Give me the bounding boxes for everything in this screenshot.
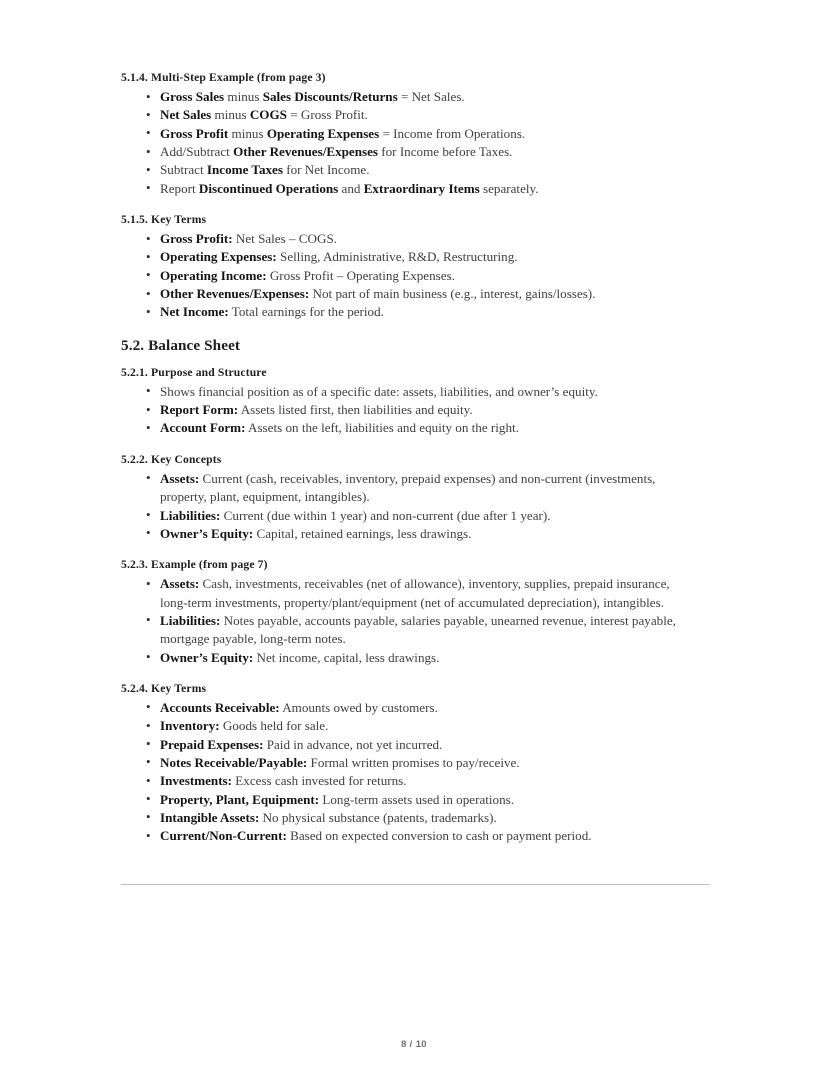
list-item-term: Gross Profit: (160, 231, 233, 247)
list-item-text: Current (cash, receivables, inventory, prepaid expenses) and non-current (investments, property, plant, equipment, intangibles). (160, 470, 656, 505)
list-item (121, 106, 690, 124)
list-item-term: Owner’s Equity: (160, 649, 254, 665)
list-item-text: = Gross Profit. (286, 107, 368, 123)
list-item-text: Formal written promises to pay/receive. (307, 754, 520, 770)
list-item-text: for Net Income. (282, 162, 370, 178)
section-heading: 5.2. Balance Sheet (121, 336, 241, 354)
list-item-term: Operating Expenses (266, 125, 380, 141)
document-body (121, 70, 690, 846)
list-item-term: Other Revenues/Expenses: (160, 286, 310, 302)
list-item (121, 772, 690, 790)
list-item-term: Operating Income: (160, 267, 267, 283)
list-item-term: Other Revenues/Expenses (233, 144, 378, 160)
list-item-text: Report (160, 180, 199, 196)
list-item-term: Property, Plant, Equipment: (160, 791, 320, 807)
list-item-term: Liabilities: (160, 507, 221, 523)
list-item-text: minus (224, 89, 263, 104)
list-item (121, 180, 690, 198)
list-item-text: Selling, Administrative, R&D, Restructuring. (276, 249, 518, 265)
list-item (121, 125, 690, 143)
list-item-text: minus (228, 125, 267, 141)
list-item-term: Owner’s Equity: (160, 525, 254, 541)
list-item-term: Account Form: (160, 420, 246, 436)
list-item-term: Discontinued Operations (198, 180, 339, 196)
list-item-text: = Income from Operations. (379, 125, 526, 141)
list-item (121, 791, 690, 809)
list-item (121, 383, 690, 401)
list-item-term: Liabilities: (160, 612, 221, 628)
section-5-2-1 (121, 365, 690, 438)
section-5-2-2 (121, 452, 690, 543)
list-item-text: Goods held for sale. (219, 718, 329, 734)
list-item-text: Current (due within 1 year) and non-current (due after 1 year). (220, 507, 551, 523)
list-item-term: Operating Expenses: (160, 249, 277, 265)
list-item-text: and (338, 180, 364, 196)
section-5-1-4 (121, 70, 690, 198)
list-item (121, 809, 690, 827)
list-item (121, 88, 690, 106)
list-item-text: Gross Profit – Operating Expenses. (266, 267, 455, 283)
section-heading: 5.1.5. Key Terms (121, 213, 207, 227)
bullet-list (121, 575, 690, 667)
list-item (121, 612, 690, 649)
list-item-text: = Net Sales. (397, 89, 465, 104)
list-item-text: Based on expected conversion to cash or payment period. (286, 828, 592, 844)
section-heading: 5.2.3. Example (from page 7) (121, 558, 268, 572)
list-item-term: Extraordinary Items (363, 180, 480, 196)
list-item-term: Intangible Assets: (160, 809, 260, 825)
list-item (121, 717, 690, 735)
list-item (121, 649, 690, 667)
list-item-term: Report Form: (160, 402, 239, 418)
list-item-text: Assets listed first, then liabilities and equity. (238, 402, 473, 418)
list-item-text: Long-term assets used in operations. (319, 791, 514, 807)
list-item-text: Amounts owed by customers. (279, 699, 438, 715)
section-heading: 5.2.4. Key Terms (121, 681, 207, 695)
list-item-text: Subtract (160, 162, 207, 178)
list-item-term: Gross Profit (160, 125, 229, 141)
list-item (121, 419, 690, 437)
section-5-1-5 (121, 212, 690, 322)
bullet-list (121, 699, 690, 846)
list-item-text: Not part of main business (e.g., interest, gains/losses). (309, 286, 596, 302)
bullet-list (121, 88, 690, 198)
list-item-term: Assets: (160, 576, 200, 592)
list-item-text: Capital, retained earnings, less drawings. (253, 525, 472, 541)
list-item (121, 267, 690, 285)
section-5-2 (121, 336, 690, 356)
list-item-text: Excess cash invested for returns. (232, 773, 407, 789)
list-item-text: for Income before Taxes. (378, 144, 513, 160)
list-item-term: COGS (249, 107, 287, 123)
list-item-text: Add/Subtract (160, 144, 234, 160)
list-item-text: minus (211, 107, 250, 123)
list-item-term: Sales Discounts/Returns (262, 89, 398, 104)
list-item (121, 507, 690, 525)
list-item-text: Net Sales – COGS. (232, 231, 338, 247)
list-item (121, 161, 690, 179)
list-item-text: Paid in advance, not yet incurred. (263, 736, 443, 752)
list-item (121, 303, 690, 321)
list-item (121, 470, 690, 507)
section-5-2-4 (121, 681, 690, 846)
list-item (121, 143, 690, 161)
list-item (121, 754, 690, 772)
footer-divider-rule (121, 884, 710, 885)
list-item-term: Income Taxes (206, 162, 283, 178)
list-item (121, 736, 690, 754)
section-heading: 5.1.4. Multi-Step Example (from page 3) (121, 71, 326, 84)
list-item (121, 525, 690, 543)
list-item-term: Investments: (160, 773, 233, 789)
list-item-term: Accounts Receivable: (160, 699, 280, 715)
list-item-term: Gross Sales (160, 89, 225, 104)
list-item (121, 248, 690, 266)
list-item-text: Net income, capital, less drawings. (253, 649, 440, 665)
list-item-term: Inventory: (160, 718, 220, 734)
section-heading: 5.2.2. Key Concepts (121, 452, 222, 466)
list-item (121, 401, 690, 419)
list-item (121, 827, 690, 845)
bullet-list (121, 470, 690, 543)
list-item-text: Notes payable, accounts payable, salaries payable, unearned revenue, interest payable, mortgage payable, long-term notes. (160, 612, 676, 647)
list-item-text: Cash, investments, receivables (net of allowance), inventory, supplies, prepaid insurance, long-term investments, property/plant/equipment (net of accumulated depreciation), intangibles. (160, 576, 670, 610)
list-item-text: separately. (479, 180, 539, 196)
list-item-term: Net Income: (160, 304, 229, 320)
bullet-list (121, 383, 690, 438)
list-item (121, 285, 690, 303)
list-item-term: Net Sales (160, 107, 212, 123)
list-item (121, 699, 690, 717)
list-item (121, 575, 690, 612)
list-item (121, 230, 690, 248)
list-item-term: Current/Non-Current: (160, 828, 287, 844)
page-number-footer: 8 / 10 (401, 1038, 427, 1049)
section-5-2-3 (121, 557, 690, 667)
section-heading: 5.2.1. Purpose and Structure (121, 365, 267, 379)
list-item-text: Total earnings for the period. (228, 304, 384, 320)
list-item-text: No physical substance (patents, trademarks). (259, 809, 497, 825)
bullet-list (121, 230, 690, 322)
list-item-term: Assets: (160, 470, 200, 486)
list-item-text: Shows financial position as of a specific date: assets, liabilities, and owner’s equity. (160, 383, 598, 399)
list-item-term: Prepaid Expenses: (160, 736, 264, 752)
list-item-text: Assets on the left, liabilities and equity on the right. (245, 420, 519, 436)
list-item-term: Notes Receivable/Payable: (160, 754, 308, 770)
